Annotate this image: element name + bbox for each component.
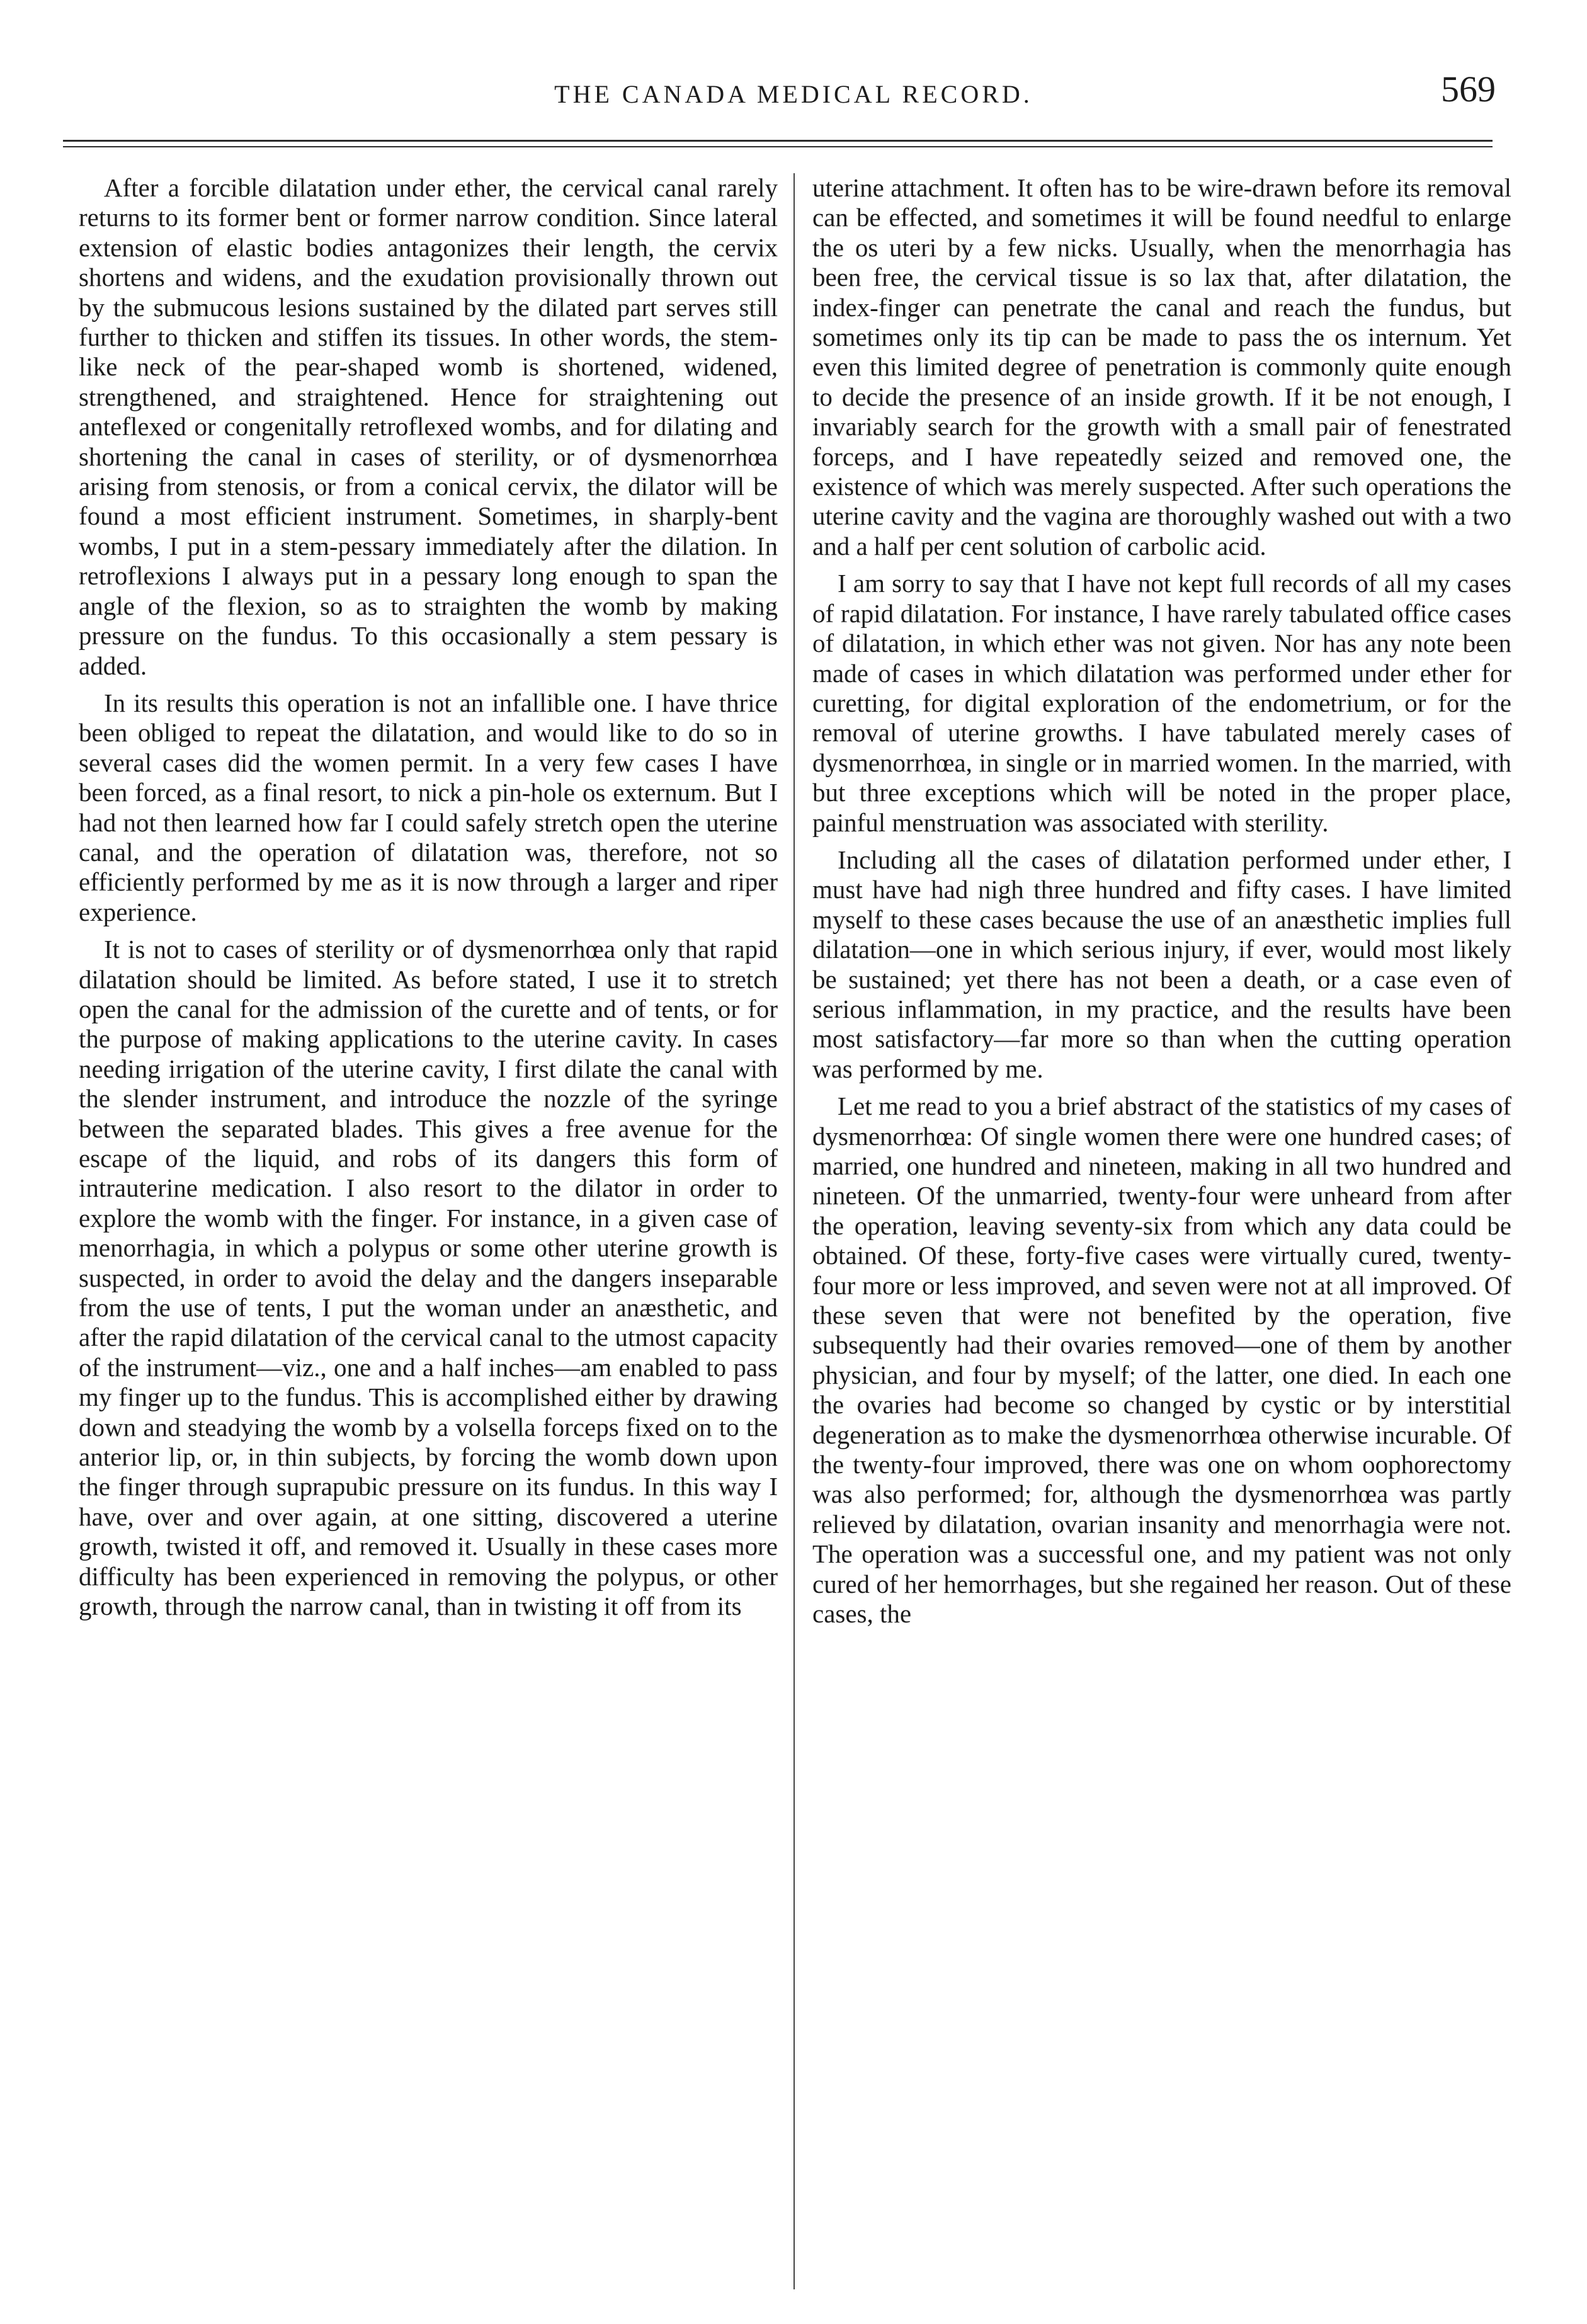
paragraph: After a forcible dilatation under ether, the cervical canal rarely returns to its former bent or former narrow condition. Since lateral extension of elastic bodies antagonizes their length, the cervix shortens and widens, and the exudation provisionally thrown out by the submucous lesions sustained by the dilated part serves still further to thicken and stiffen its tissues. In other words, the stem-like neck of the pear-shaped womb is shortened, widened, strengthened, and straightened. Hence for straightening out anteflexed or congenitally retroflexed wombs, and for dilating and shortening the canal in cases of sterility, or of dysmenorrhœa arising from stenosis, or from a conical cervix, the dilator will be found a most efficient instrument. Sometimes, in sharply-bent wombs, I put in a stem-pessary immediately after the dilation. In retroflexions I always put in a pessary long enough to span the angle of the flexion, so as to straighten the womb by making pressure on the fundus. To this occasionally a stem pessary is added. (79, 173, 778, 680)
paragraph: Including all the cases of dilatation performed under ether, I must have had nigh three hundred and fifty cases. I have limited myself to these cases because the use of an anæsthetic implies full dilatation—one in which serious injury, if ever, would most likely be sustained; yet there has not been a death, or a case even of serious inflammation, in my practice, and the results have been most satisfactory—far more so than when the cutting operation was performed by me. (812, 845, 1511, 1083)
page-header (63, 69, 1524, 120)
header-rule-thin (63, 146, 1493, 147)
paragraph-continued: uterine attachment. It often has to be wire-drawn before its removal can be effected, and sometimes it will be found needful to enlarge the os uteri by a few nicks. Usually, when the menorrhagia has been free, the cervical tissue is so lax that, after dilatation, the index-finger can penetrate the canal and reach the fundus, but sometimes only its tip can be made to pass the os internum. Yet even this limited degree of penetration is commonly quite enough to decide the presence of an inside growth. If it be not enough, I invariably search for the growth with a small pair of fenestrated forceps, and I have repeatedly seized and removed one, the existence of which was merely suspected. After such operations the uterine cavity and the vagina are thoroughly washed out with a two and a half per cent solution of carbolic acid. (812, 173, 1511, 561)
left-column (79, 173, 778, 1629)
right-column (812, 173, 1511, 1637)
header-rule (63, 140, 1493, 142)
page-number: 569 (1441, 69, 1496, 110)
column-divider (794, 173, 795, 2289)
paragraph: I am sorry to say that I have not kept full records of all my cases of rapid dilatation. For instance, I have rarely tabulated office cases of dilatation, in which ether was not given. Nor has any note been made of cases in which dilatation was performed under ether for curetting, for digital exploration of the endometrium, or for the removal of uterine growths. I have tabulated merely cases of dysmenorrhœa, in single or in married women. In the married, with but three exceptions which will be noted in the proper place, painful menstruation was associated with sterility. (812, 569, 1511, 837)
paragraph: It is not to cases of sterility or of dysmenorrhœa only that rapid dilatation should be limited. As before stated, I use it to stretch open the canal for the admission of the curette and of tents, or for the purpose of making applications to the uterine cavity. In cases needing irrigation of the uterine cavity, I first dilate the canal with the slender instrument, and introduce the nozzle of the syringe between the separated blades. This gives a free avenue for the escape of the liquid, and robs of its dangers this form of intrauterine medication. I also resort to the dilator in order to explore the womb with the finger. For instance, in a given case of menorrhagia, in which a polypus or some other uterine growth is suspected, in order to avoid the delay and the dangers inseparable from the use of tents, I put the woman under an anæsthetic, and after the rapid dilatation of the cervical canal to the utmost capacity of the instrument—viz., one and a half inches—am enabled to pass my finger up to the fundus. This is accomplished either by drawing down and steadying the womb by a volsella forceps fixed on to the anterior lip, or, in thin subjects, by forcing the womb down upon the finger through suprapubic pressure on its fundus. In this way I have, over and over again, at one sitting, discovered a uterine growth, twisted it off, and removed it. Usually in these cases more difficulty has been experienced in removing the polypus, or other growth, through the narrow canal, than in twisting it off from its (79, 935, 778, 1621)
paragraph: Let me read to you a brief abstract of the statistics of my cases of dysmenorrhœa: Of single women there were one hundred cases; of married, one hundred and nineteen, making in all two hundred and nineteen. Of the unmarried, twenty-four were unheard from after the operation, leaving seventy-six from which any data could be obtained. Of these, forty-five cases were virtually cured, twenty-four more or less improved, and seven were not at all improved. Of these seven that were not benefited by the operation, five subsequently had their ovaries removed—one of them by another physician, and four by myself; of the latter, one died. In each one the ovaries had become so changed by cystic or by interstitial degeneration as to make the dysmenorrhœa otherwise incurable. Of the twenty-four improved, there was one on whom oophorectomy was also performed; for, although the dysmenorrhœa was partly relieved by dilatation, ovarian insanity and menorrhagia were not. The operation was a successful one, and my patient was not only cured of her hemorrhages, but she regained her reason. Out of these cases, the (812, 1091, 1511, 1629)
running-title: THE CANADA MEDICAL RECORD. (554, 80, 1033, 108)
paragraph: In its results this operation is not an infallible one. I have thrice been obliged to repeat the dilatation, and would like to do so in several cases did the women permit. In a very few cases I have been forced, as a final resort, to nick a pin-hole os externum. But I had not then learned how far I could safely stretch open the uterine canal, and the operation of dilatation was, therefore, not so efficiently performed by me as it is now through a larger and riper experience. (79, 688, 778, 926)
